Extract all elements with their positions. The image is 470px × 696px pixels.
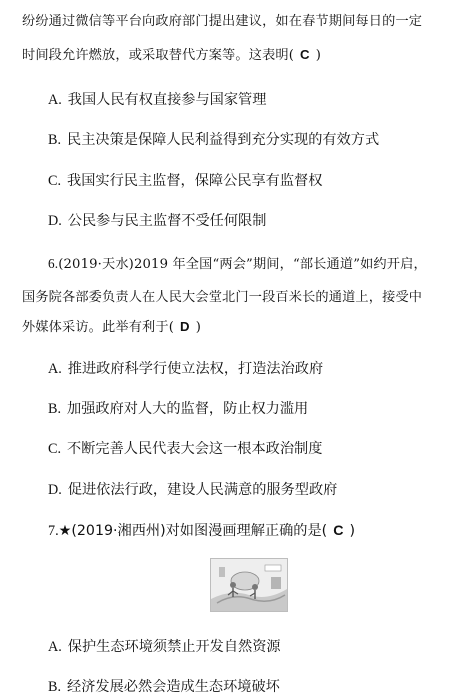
- q5-stem-text: 时间段允许燃放，或采取替代方案等。这表明(: [22, 48, 295, 63]
- option-key: A.: [48, 92, 62, 108]
- q5-answer: C: [300, 47, 310, 62]
- q7-option-a: [48, 636, 281, 656]
- q6-line-1: [48, 253, 427, 272]
- option-key: D.: [48, 213, 62, 229]
- cartoon-drawing: [211, 559, 287, 611]
- option-text: 不断完善人民代表大会这一根本政治制度: [67, 441, 323, 457]
- option-key: C.: [48, 441, 62, 457]
- q5-line-1: 纷纷通过微信等平台向政府部门提出建议，如在春节期间每日的一定: [22, 14, 423, 29]
- option-text: 推进政府科学行使立法权，打造法治政府: [67, 361, 324, 377]
- option-text: 我国人民有权直接参与国家管理: [67, 92, 267, 108]
- option-key: B.: [48, 132, 62, 148]
- q6-stem-text: 外媒体采访。此举有利于(: [22, 320, 175, 335]
- option-text: 经济发展必然会造成生态环境破坏: [67, 679, 280, 695]
- q5-close-paren: ): [315, 48, 322, 63]
- q5-option-c: [48, 170, 322, 190]
- q6-line-3: [22, 316, 201, 335]
- q7-close-paren: ): [349, 523, 356, 539]
- option-key: B.: [48, 401, 62, 417]
- q6-option-a: [48, 358, 323, 378]
- option-text: 民主决策是保障人民利益得到充分实现的有效方式: [67, 132, 380, 148]
- option-text: 加强政府对人大的监督，防止权力滥用: [67, 401, 309, 417]
- q5-option-b: [48, 129, 379, 149]
- q6-number: 6.: [48, 256, 59, 271]
- q7-option-b: [48, 676, 280, 696]
- q6-option-c: [48, 438, 322, 458]
- q6-line-1-text: (2019·天水)2019 年全国“两会”期间，“部长通道”如约开启，: [58, 257, 427, 272]
- option-key: D.: [48, 482, 62, 498]
- q7-number: 7.: [48, 523, 59, 539]
- q7-stem: [48, 520, 355, 540]
- option-text: 我国实行民主监督，保障公民享有监督权: [67, 173, 323, 189]
- q7-stem-text: (2019·湘西州)对如图漫画理解正确的是(: [71, 523, 328, 539]
- q6-line-2: 国务院各部委负责人在人民大会堂北门一段百米长的通道上，接受中: [22, 290, 423, 305]
- q7-answer: C: [333, 523, 344, 539]
- q6-answer: D: [180, 319, 190, 334]
- q5-line-2: [22, 44, 321, 63]
- option-text: 保护生态环境须禁止开发自然资源: [67, 639, 281, 655]
- q6-option-d: [48, 479, 337, 499]
- q6-option-b: [48, 398, 308, 418]
- option-key: A.: [48, 639, 62, 655]
- cartoon-image: [210, 558, 288, 612]
- option-text: 促进依法行政，建设人民满意的服务型政府: [67, 482, 338, 498]
- option-text: 公民参与民主监督不受任何限制: [67, 213, 267, 229]
- q5-option-d: [48, 210, 266, 230]
- q5-option-a: [48, 89, 266, 109]
- option-key: C.: [48, 173, 62, 189]
- q6-close-paren: ): [195, 320, 201, 335]
- option-key: A.: [48, 361, 62, 377]
- option-key: B.: [48, 679, 62, 695]
- star-icon: ★: [58, 523, 72, 539]
